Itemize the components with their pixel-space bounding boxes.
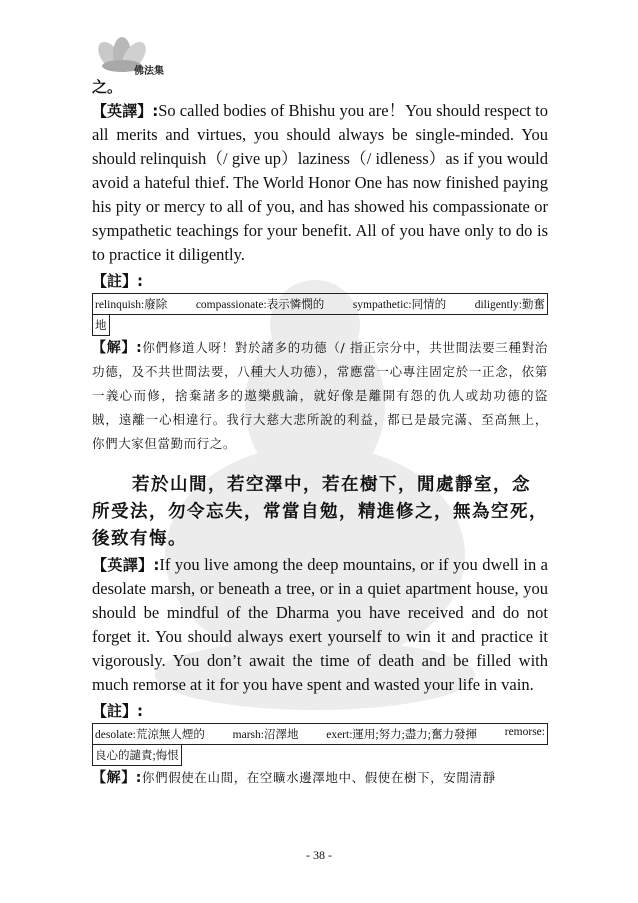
translation-text: If you live among the deep mountains, or if you dwell in a desolate marsh, or beneath a tree, or in a quiet apartment house, you should be mindful of the Dharma you have received and do not forget it. You should always exert yourself to win it and practice it vigorously. You don’t await the time of death and be filled with much remorse at it for you have spent and wasted your life in vain. — [92, 555, 548, 694]
explanation-2 — [92, 766, 548, 790]
glossary-entry: desolate:荒涼無人煙的 — [95, 729, 205, 741]
translation-text: So called bodies of Bhishu you are！You should respect to all merits and virtues, you should always be single-minded. You should relinquish（/ give up）laziness（/ idleness）as if you would avoid a hateful thief. The World Honor One has now finished paying his pity or mercy to all of you, and has showed his compassionate or sympathetic teachings for your benefit. All of you have only to do is to practice it diligently. — [92, 101, 548, 264]
chinese-text-tail: 之。 — [92, 78, 123, 96]
logo-text: 佛法集 — [134, 66, 164, 77]
glossary-entry: sympathetic:同情的 — [352, 299, 447, 311]
glossary-row — [92, 293, 548, 315]
glossary-entry: relinquish:廢除 — [95, 299, 168, 311]
glossary-entry: marsh:沼澤地 — [232, 729, 299, 741]
glossary-row-tail: 良心的譴責;悔恨 — [92, 745, 182, 766]
glossary-box-1 — [92, 293, 548, 336]
explanation-text: 你們假使在山間，在空曠水邊澤地中、假使在樹下，安閒清靜 — [142, 770, 496, 785]
glossary-entry: compassionate:表示憐憫的 — [195, 299, 325, 311]
verse-text: 若於山間，若空澤中，若在樹下，閒處靜室，念所受法，勿令忘失，常當自勉，精進修之，無為空死，後致有悔。 — [92, 475, 548, 549]
glossary-entry: exert:運用;努力;盡力;奮力發揮 — [326, 729, 477, 741]
translation-tag: 【英譯】: — [92, 556, 160, 574]
explain-tag: 【解】: — [92, 770, 142, 786]
english-translation-1 — [92, 99, 548, 267]
note-tag: 【註】: — [92, 702, 143, 720]
explanation-1 — [92, 336, 548, 456]
glossary-row — [92, 723, 548, 745]
sutra-verse — [92, 472, 548, 553]
note-heading-1 — [92, 269, 548, 293]
glossary-box-2 — [92, 723, 548, 766]
glossary-entry: diligently:勤奮 — [474, 299, 545, 311]
page-number: - 38 - — [306, 848, 332, 862]
explain-tag: 【解】: — [92, 340, 143, 356]
translation-tag: 【英譯】: — [92, 102, 159, 120]
glossary-row-tail: 地 — [92, 315, 110, 336]
note-heading-2 — [92, 699, 548, 723]
glossary-entry: remorse: — [504, 726, 545, 738]
page-content — [92, 75, 548, 790]
explanation-text: 你們修道人呀！對於諸多的功德（/ 指正宗分中，共世間法要三種對治功德，及不共世間法要，八種大人功德），常應當一心專注固定於一正念，依第一義心而修，捨棄諸多的遨樂戲論，就好像是離開有怨的仇人或劫功德的盜賊，遠離一心相違行。我行大慈大悲所說的利益，都已是最完滿、至高無上，你們大家但當勤而行之。 — [92, 340, 549, 451]
note-tag: 【註】: — [92, 272, 143, 290]
english-translation-2 — [92, 553, 548, 697]
